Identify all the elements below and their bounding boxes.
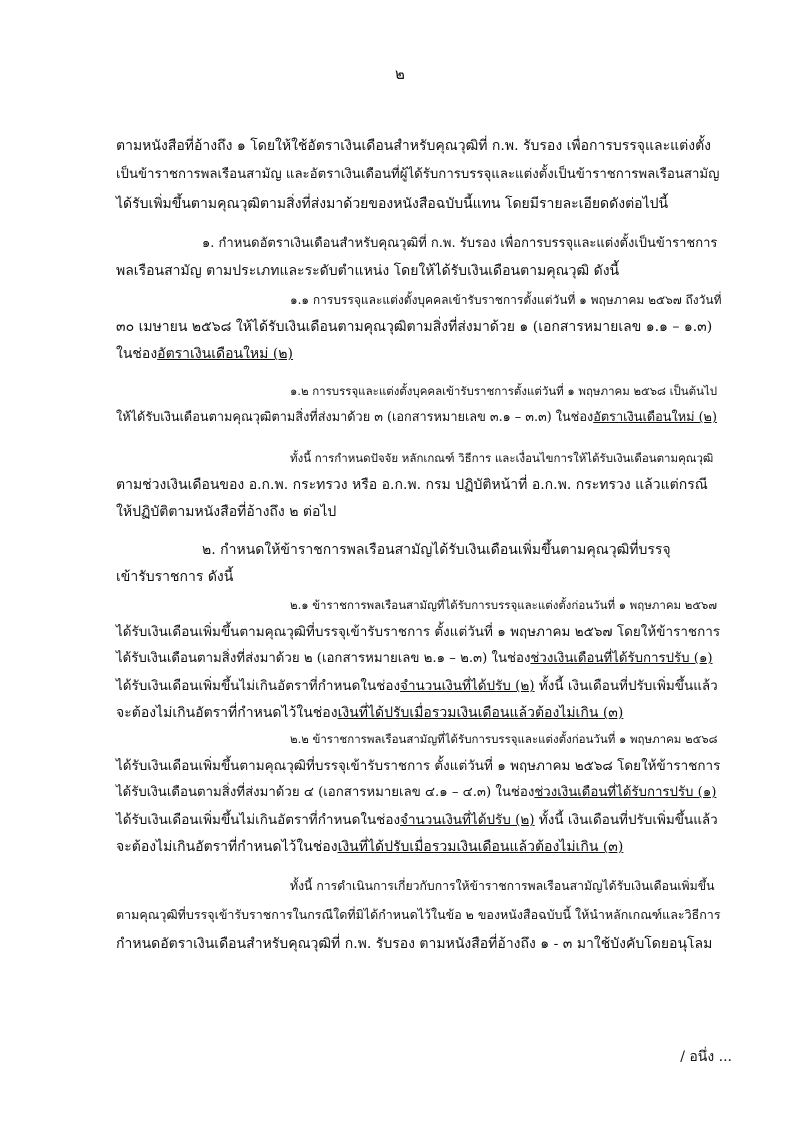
intro-line-3: ได้รับเพิ่มขึ้นตามคุณวุฒิตามสิ่งที่ส่งมาด้วยของหนังสือฉบับนี้แทน โดยมีรายละเอียดดังต่อไปนี้ — [116, 196, 669, 212]
item1-1-tail-underlined: อัตราเงินเดือนใหม่ (๒) — [157, 346, 293, 362]
item1-1-line-2: ๓๐ เมษายน ๒๕๖๘ ให้ได้รับเงินเดือนตามคุณวุฒิตามสิ่งที่ส่งมาด้วย ๑ (เอกสารหมายเลข ๑.๑ – ๑.๓) — [116, 319, 713, 335]
item2-2-line-3 — [116, 783, 716, 803]
item1-2-line-2 — [116, 408, 717, 428]
item1-line-2: พลเรือนสามัญ ตามประเภทและระดับตำแหน่ง โดยให้ได้รับเงินเดือนตามคุณวุฒิ ดังนี้ — [116, 263, 620, 279]
item2-1-line-3-underlined: ช่วงเงินเดือนที่ได้รับการปรับ (๑) — [530, 651, 713, 666]
item1-1-tail-text: ในช่อง — [116, 346, 158, 362]
intro-line-1: ตามหนังสือที่อ้างถึง ๑ โดยให้ใช้อัตราเงินเดือนสำหรับคุณวุฒิที่ ก.พ. รับรอง เพื่อการบรรจุและแต่งตั้ง — [116, 138, 712, 154]
item1-2-line-2-text: ให้ได้รับเงินเดือนตามคุณวุฒิตามสิ่งที่ส่งมาด้วย ๓ (เอกสารหมายเลข ๓.๑ – ๓.๓) ในช่อง — [116, 410, 594, 425]
item2-1-line-5 — [116, 703, 623, 723]
item1-1-line-3 — [116, 344, 293, 364]
item2-2-line-4-text: ได้รับเงินเดือนเพิ่มขึ้นไม่เกินอัตราที่กำหนดในช่อง — [116, 812, 401, 828]
note1-line-1: ทั้งนี้ การกำหนดปัจจัย หลักเกณฑ์ วิธีการ และเงื่อนไขการให้ได้รับเงินเดือนตามคุณวุฒิ — [290, 451, 714, 465]
item1-2-line-2-underlined: อัตราเงินเดือนใหม่ (๒) — [593, 410, 717, 425]
item2-2-line-1: ๒.๒ ข้าราชการพลเรือนสามัญที่ได้รับการบรรจุและแต่งตั้งก่อนวันที่ ๑ พฤษภาคม ๒๕๖๘ — [290, 732, 718, 746]
item2-1-line-5-text: จะต้องไม่เกินอัตราที่กำหนดไว้ในช่อง — [116, 705, 338, 721]
item2-2-line-5 — [116, 837, 623, 857]
item2-1-line-3-text: ได้รับเงินเดือนตามสิ่งที่ส่งมาด้วย ๒ (เอกสารหมายเลข ๒.๑ – ๒.๓) ในช่อง — [116, 651, 531, 666]
note1-line-2: ตามช่วงเงินเดือนของ อ.ก.พ. กระทรวง หรือ อ.ก.พ. กรม ปฏิบัติหน้าที่ อ.ก.พ. กระทรวง แล้วแต่กรณี — [116, 477, 708, 493]
note2-line-2: ตามคุณวุฒิที่บรรจุเข้ารับราชการในกรณีใดที่มิได้กำหนดไว้ในข้อ ๒ ของหนังสือฉบับนี้ ให้นำหลักเกณฑ์และวิธีการ — [116, 907, 721, 922]
item2-1-line-2: ได้รับเงินเดือนเพิ่มขึ้นตามคุณวุฒิที่บรรจุเข้ารับราชการ ตั้งแต่วันที่ ๑ พฤษภาคม ๒๕๖๗ โดยให้ข้าราชการ — [116, 624, 721, 640]
item2-2-line-4-underlined: จำนวนเงินที่ได้ปรับ (๒) — [400, 812, 535, 828]
item1-1-line-1: ๑.๑ การบรรจุและแต่งตั้งบุคคลเข้ารับราชการตั้งแต่วันที่ ๑ พฤษภาคม ๒๕๖๗ ถึงวันที่ — [290, 293, 722, 307]
item2-line-1: ๒. กำหนดให้ข้าราชการพลเรือนสามัญได้รับเงินเดือนเพิ่มขึ้นตามคุณวุฒิที่บรรจุ — [202, 542, 671, 558]
intro-line-2: เป็นข้าราชการพลเรือนสามัญ และอัตราเงินเดือนที่ผู้ได้รับการบรรจุและแต่งตั้งเป็นข้าราชการพลเรือนสามัญ — [116, 167, 720, 182]
item2-1-line-4-text: ได้รับเงินเดือนเพิ่มขึ้นไม่เกินอัตราที่กำหนดในช่อง — [116, 678, 401, 694]
item1-2-line-1: ๑.๒ การบรรจุและแต่งตั้งบุคคลเข้ารับราชการตั้งแต่วันที่ ๑ พฤษภาคม ๒๕๖๘ เป็นต้นไป — [290, 384, 718, 398]
item2-2-line-2: ได้รับเงินเดือนเพิ่มขึ้นตามคุณวุฒิที่บรรจุเข้ารับราชการ ตั้งแต่วันที่ ๑ พฤษภาคม ๒๕๖๘ โดยให้ข้าราชการ — [116, 758, 721, 774]
note1-line-3: ให้ปฏิบัติตามหนังสือที่อ้างถึง ๒ ต่อไป — [116, 504, 337, 520]
note2-line-1: ทั้งนี้ การดำเนินการเกี่ยวกับการให้ข้าราชการพลเรือนสามัญได้รับเงินเดือนเพิ่มขึ้น — [290, 879, 715, 893]
item2-2-line-5-underlined: เงินที่ได้ปรับเมื่อรวมเงินเดือนแล้วต้องไม่เกิน (๓) — [337, 839, 624, 855]
item2-1-line-1: ๒.๑ ข้าราชการพลเรือนสามัญที่ได้รับการบรรจุและแต่งตั้งก่อนวันที่ ๑ พฤษภาคม ๒๕๖๗ — [290, 598, 717, 612]
page-number: ๒ — [395, 65, 405, 83]
item2-2-line-4 — [116, 810, 718, 830]
item2-2-line-5-text: จะต้องไม่เกินอัตราที่กำหนดไว้ในช่อง — [116, 839, 338, 855]
item2-line-2: เข้ารับราชการ ดังนี้ — [116, 569, 234, 585]
continuation-marker: / อนึ่ง ... — [680, 1049, 732, 1065]
item2-2-line-3-underlined: ช่วงเงินเดือนที่ได้รับการปรับ (๑) — [534, 785, 717, 800]
item2-1-line-5-underlined: เงินที่ได้ปรับเมื่อรวมเงินเดือนแล้วต้องไม่เกิน (๓) — [337, 705, 624, 721]
note2-line-3: กำหนดอัตราเงินเดือนสำหรับคุณวุฒิที่ ก.พ. รับรอง ตามหนังสือที่อ้างถึง ๑ - ๓ มาใช้บังคับโดยอนุโลม — [116, 936, 713, 952]
item2-1-line-4 — [116, 676, 718, 696]
item2-1-line-4-underlined: จำนวนเงินที่ได้ปรับ (๒) — [400, 678, 535, 694]
item2-1-line-4-tail: ทั้งนี้ เงินเดือนที่ปรับเพิ่มขึ้นแล้ว — [534, 678, 718, 694]
item1-line-1: ๑. กำหนดอัตราเงินเดือนสำหรับคุณวุฒิที่ ก.พ. รับรอง เพื่อการบรรจุและแต่งตั้งเป็นข้าราชการ — [202, 236, 718, 251]
item2-2-line-4-tail: ทั้งนี้ เงินเดือนที่ปรับเพิ่มขึ้นแล้ว — [534, 812, 718, 828]
item2-2-line-3-text: ได้รับเงินเดือนตามสิ่งที่ส่งมาด้วย ๔ (เอกสารหมายเลข ๔.๑ – ๔.๓) ในช่อง — [116, 785, 535, 800]
item2-1-line-3 — [116, 649, 713, 669]
